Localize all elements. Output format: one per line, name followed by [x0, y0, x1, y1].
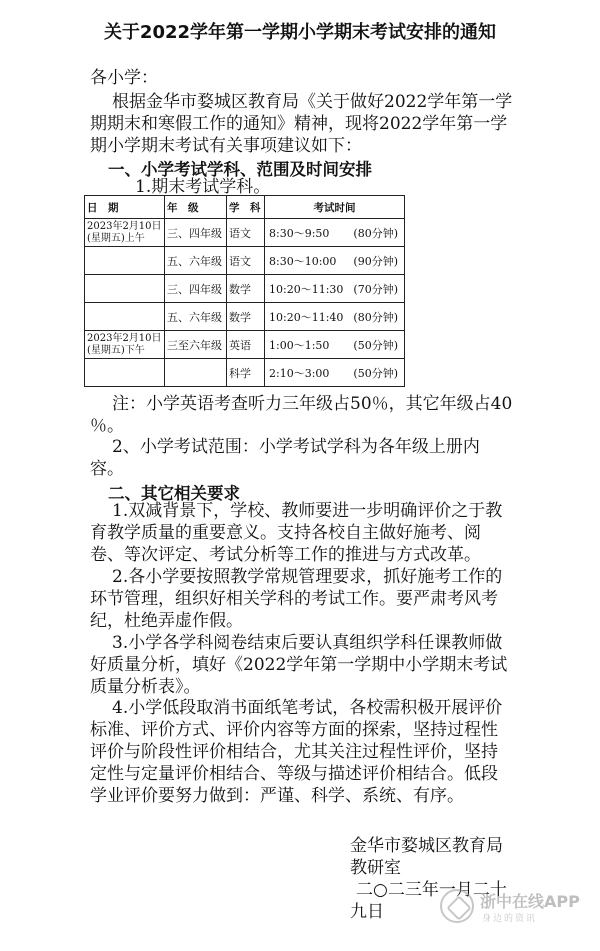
cell-time: [265, 359, 405, 387]
cell-grade: 三、四年级: [165, 275, 227, 303]
requirement-line: 环节管理，组织好相关学科的考试工作。要严肃考风考: [90, 589, 498, 609]
requirement-line: 1.双减背景下，学校、教师要进一步明确评价之于教: [112, 501, 503, 521]
table-row: [85, 247, 405, 275]
section1-sub1: 1.期末考试学科。: [135, 177, 271, 197]
table-row: [85, 359, 405, 387]
watermark-text: 浙中在线APP: [480, 892, 580, 911]
duration: (80分钟): [353, 226, 398, 240]
duration: (50分钟): [353, 366, 398, 380]
document-title: 关于2022学年第一学期小学期末考试安排的通知: [103, 22, 497, 43]
cell-time: [265, 247, 405, 275]
time-range: 1:00～1:50: [269, 338, 330, 352]
requirement-line: 标准、评价方式、评价内容等方面的探索，坚持过程性: [90, 720, 498, 740]
signature-date-cont: 九日: [350, 902, 384, 922]
cell-date: 2023年2月10日(星期五)下午: [85, 331, 165, 359]
watermark-subtext: 身边的资讯: [482, 914, 538, 924]
cell-date: [85, 247, 165, 275]
cell-time: [265, 219, 405, 247]
cell-subject: 语文: [227, 219, 265, 247]
duration: (80分钟): [353, 310, 398, 324]
section1-heading: 一、小学考试学科、范围及时间安排: [108, 160, 372, 179]
header-subject: 学 科: [227, 196, 265, 219]
intro-line: 根据金华市婺城区教育局《关于做好2022学年第一学: [112, 92, 513, 112]
cell-subject: 语文: [227, 247, 265, 275]
zhejiang-news-logo-icon: [440, 889, 474, 923]
requirement-line: 定性与定量评价相结合、等级与描述评价相结合。低段: [90, 764, 498, 784]
table-header-row: [85, 196, 405, 219]
table-row: [85, 275, 405, 303]
time-range: 10:20～11:30: [269, 282, 344, 296]
requirement-line: 育教学质量的重要意义。支持各校自主做好施考、阅: [90, 523, 481, 543]
range-line: 容。: [90, 459, 124, 479]
requirement-line: 3.小学各学科阅卷结束后要认真组织学科任课教师做: [112, 633, 503, 653]
intro-line: 期期末和寒假工作的通知》精神，现将2022学年第一学: [90, 114, 508, 134]
cell-grade: 三、四年级: [165, 219, 227, 247]
cell-grade: 五、六年级: [165, 303, 227, 331]
duration: (90分钟): [353, 254, 398, 268]
table-row: [85, 219, 405, 247]
note-line: 注：小学英语考查听力三年级占50％，其它年级占40: [112, 394, 513, 414]
cell-grade: [165, 359, 227, 387]
time-range: 10:20～11:40: [269, 310, 344, 324]
cell-date: [85, 275, 165, 303]
requirement-line: 2.各小学要按照教学常规管理要求，抓好施考工作的: [112, 567, 503, 587]
cell-date: [85, 359, 165, 387]
header-time: 考试时间: [265, 196, 405, 219]
cell-time: [265, 275, 405, 303]
signature-date: 二○二三年一月二十: [356, 880, 507, 900]
section2-heading: 二、其它相关要求: [108, 484, 240, 503]
cell-subject: 科学: [227, 359, 265, 387]
cell-date: 2023年2月10日(星期五)上午: [85, 219, 165, 247]
intro-line: 期小学期末考试有关事项建议如下：: [90, 136, 362, 156]
duration: (50分钟): [353, 338, 398, 352]
salutation: 各小学：: [90, 68, 158, 88]
exam-schedule-table: [84, 195, 405, 387]
cell-date: [85, 303, 165, 331]
requirement-line: 评价与阶段性评价相结合，尤其关注过程性评价，坚持: [90, 742, 498, 762]
duration: (70分钟): [353, 282, 398, 296]
requirement-line: 好质量分析，填好《2022学年第一学期中小学期末考试: [90, 655, 508, 675]
time-range: 8:30～9:50: [269, 226, 330, 240]
cell-grade: 五、六年级: [165, 247, 227, 275]
requirement-line: 质量分析表》。: [90, 677, 201, 697]
cell-time: [265, 303, 405, 331]
range-line: 2、小学考试范围：小学考试学科为各年级上册内: [112, 437, 480, 457]
cell-grade: 三至六年级: [165, 331, 227, 359]
cell-subject: 数学: [227, 275, 265, 303]
time-range: 8:30～10:00: [269, 254, 337, 268]
header-date: 日 期: [85, 196, 165, 219]
cell-time: [265, 331, 405, 359]
table-row: [85, 303, 405, 331]
cell-subject: 英语: [227, 331, 265, 359]
requirement-line: 卷、等次评定、考试分析等工作的推进与方式改革。: [90, 545, 481, 565]
table-row: [85, 331, 405, 359]
note-line: ％。: [90, 416, 124, 436]
time-range: 2:10～3:00: [269, 366, 330, 380]
signature-dept: 教研室: [350, 858, 401, 878]
cell-subject: 数学: [227, 303, 265, 331]
signature-org: 金华市婺城区教育局: [350, 836, 503, 856]
header-grade: 年 级: [165, 196, 227, 219]
requirement-line: 纪，杜绝弄虚作假。: [90, 611, 243, 631]
requirement-line: 学业评价要努力做到：严谨、科学、系统、有序。: [90, 786, 464, 806]
app-watermark: [440, 887, 590, 929]
requirement-line: 4.小学低段取消书面纸笔考试，各校需积极开展评价: [112, 698, 503, 718]
